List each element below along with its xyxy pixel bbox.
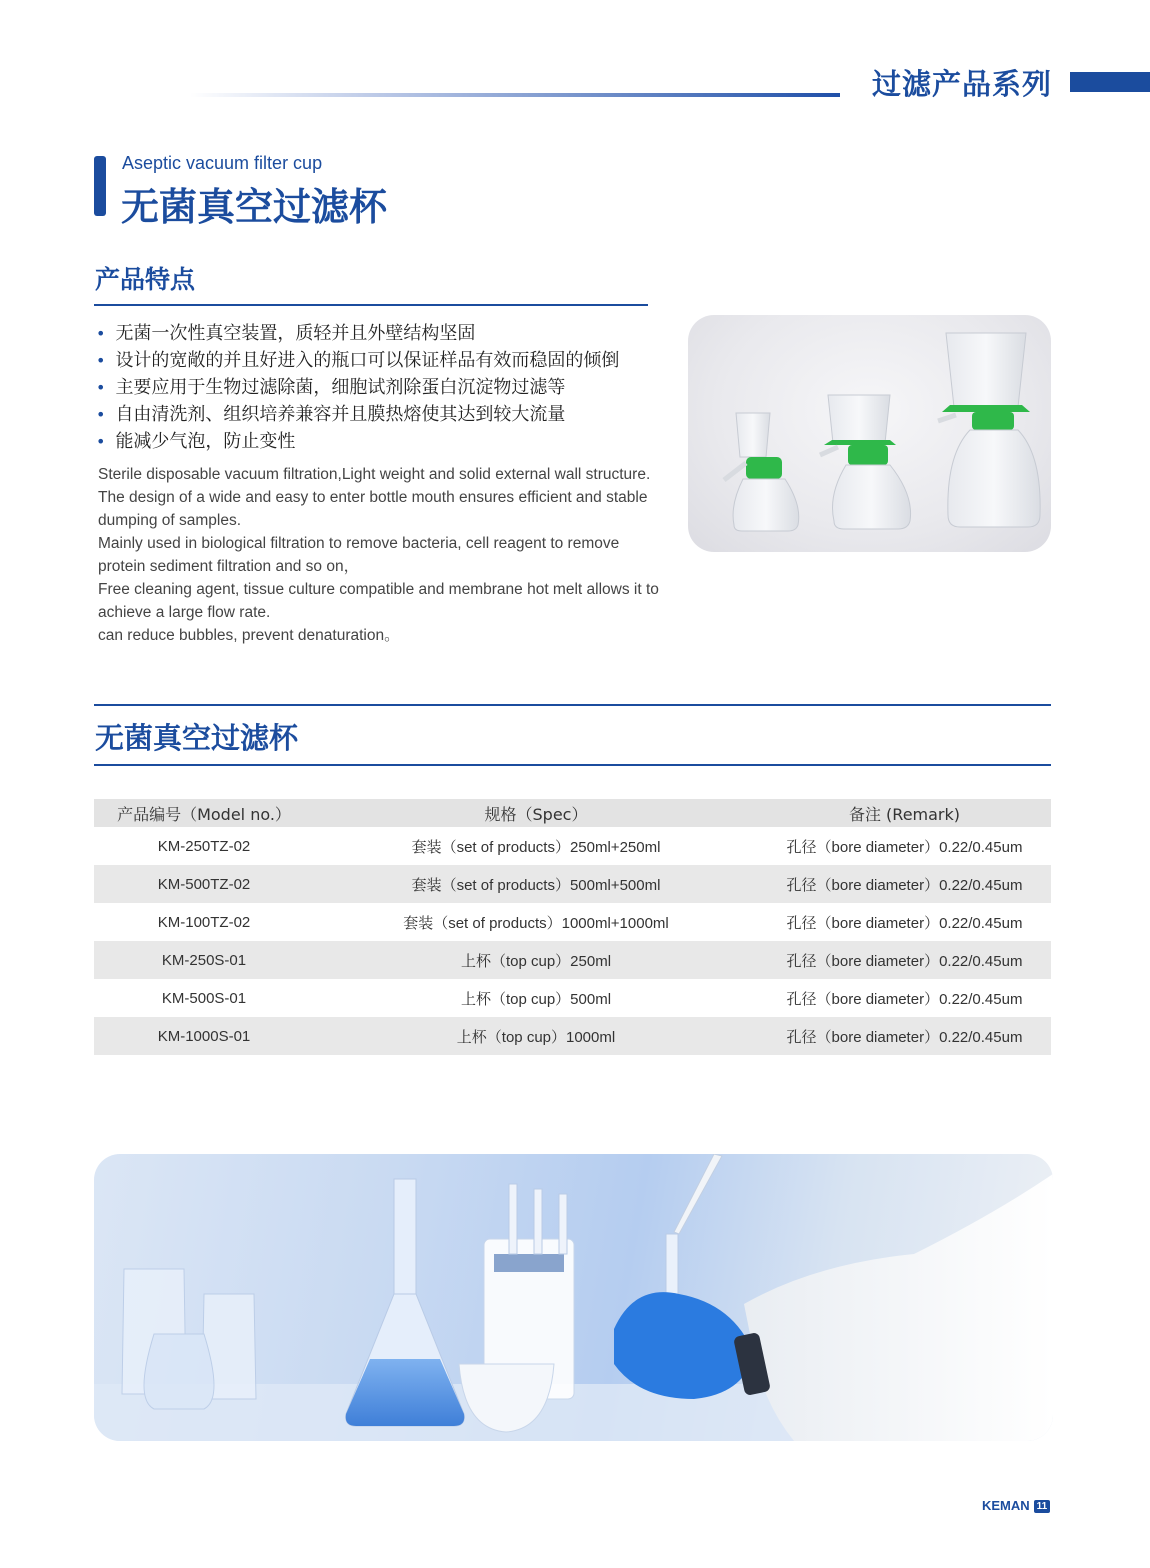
- table-section-bottom-rule: [94, 764, 1051, 766]
- features-divider: [94, 304, 648, 306]
- lab-coat: [744, 1174, 1053, 1441]
- description-line: achieve a large flow rate.: [98, 604, 271, 621]
- series-title: 过滤产品系列: [872, 67, 1053, 101]
- cell-spec: 上杯（top cup）500ml: [460, 990, 612, 1008]
- feature-text: 能减少气泡，防止变性: [115, 431, 296, 452]
- beakers-group: [122, 1269, 256, 1409]
- filter-cup-large: [938, 333, 1040, 527]
- cell-model: KM-100TZ-02: [157, 913, 251, 931]
- bullet-icon: •: [96, 378, 106, 397]
- feature-text: 自由清洗剂、组织培养兼容并且膜热熔使其达到较大流量: [115, 404, 566, 425]
- description-line: Sterile disposable vacuum filtration,Light weight and solid external wall structure.: [98, 466, 651, 483]
- cell-remark: 孔径（bore diameter）0.22/0.45um: [786, 1028, 1023, 1046]
- feature-text: 主要应用于生物过滤除菌，细胞试剂除蛋白沉淀物过滤等: [115, 377, 566, 398]
- table-row: [94, 827, 1051, 865]
- bullet-icon: •: [96, 351, 106, 370]
- table-section-top-rule: [94, 704, 1051, 706]
- feature-item: [96, 374, 619, 401]
- features-list: [96, 320, 619, 455]
- lab-scene-illustration: [94, 1154, 1053, 1441]
- description-line: The design of a wide and easy to enter bottle mouth ensures efficient and stable: [98, 489, 648, 506]
- table-row: [94, 865, 1051, 903]
- bullet-icon: •: [96, 405, 106, 424]
- erlenmeyer-flask: [346, 1179, 465, 1426]
- cell-spec: 上杯（top cup）1000ml: [456, 1028, 616, 1046]
- description-line: can reduce bubbles, prevent denaturation。: [98, 627, 400, 644]
- feature-item: [96, 347, 619, 374]
- cell-model: KM-500TZ-02: [157, 875, 251, 893]
- cell-model: KM-500S-01: [161, 989, 247, 1007]
- table-header-row: [94, 799, 1051, 827]
- column-header-remark: 备注 (Remark): [848, 804, 961, 824]
- cell-spec: 套装（set of products）250ml+250ml: [411, 838, 661, 856]
- filter-cups-illustration: [688, 315, 1051, 552]
- cell-remark: 孔径（bore diameter）0.22/0.45um: [786, 914, 1023, 932]
- cell-model: KM-250S-01: [161, 951, 247, 969]
- cell-spec: 套装（set of products）500ml+500ml: [411, 876, 661, 894]
- column-header-spec: 规格（Spec）: [484, 804, 588, 824]
- filter-cup-small: [724, 413, 799, 531]
- feature-item: [96, 320, 619, 347]
- header-gradient-line: [190, 93, 840, 97]
- cell-remark: 孔径（bore diameter）0.22/0.45um: [786, 838, 1023, 856]
- feature-text: 无菌一次性真空装置，质轻并且外壁结构坚固: [115, 323, 476, 344]
- page-number: 11: [1034, 1500, 1051, 1513]
- table-row: [94, 903, 1051, 941]
- brand-name: KEMAN: [982, 1498, 1030, 1513]
- feature-item: [96, 401, 619, 428]
- feature-text: 设计的宽敞的并且好进入的瓶口可以保证样品有效而稳固的倾倒: [115, 350, 620, 371]
- cell-spec: 上杯（top cup）250ml: [460, 952, 612, 970]
- bullet-icon: •: [96, 324, 106, 343]
- features-description-en: [98, 463, 708, 647]
- product-title-en: Aseptic vacuum filter cup: [122, 153, 323, 173]
- cell-remark: 孔径（bore diameter）0.22/0.45um: [786, 952, 1023, 970]
- footer-brand: [982, 1498, 1050, 1513]
- spec-table: [94, 799, 1051, 1055]
- filter-cup-medium: [820, 395, 911, 529]
- feature-item: [96, 428, 619, 455]
- title-accent-bar: [94, 156, 106, 216]
- features-heading: 产品特点: [95, 265, 196, 294]
- pipette: [674, 1154, 722, 1234]
- gloved-hand: [614, 1292, 754, 1399]
- description-line: Free cleaning agent, tissue culture compatible and membrane hot melt allows it to: [98, 581, 659, 598]
- header-accent-bar: [1070, 72, 1150, 92]
- cell-spec: 套装（set of products）1000ml+1000ml: [403, 914, 669, 932]
- product-title-cn: 无菌真空过滤杯: [121, 185, 388, 229]
- laboratory-photo: [94, 1154, 1053, 1441]
- table-row: [94, 979, 1051, 1017]
- bullet-icon: •: [96, 432, 106, 451]
- product-photo: [688, 315, 1051, 552]
- table-row: [94, 941, 1051, 979]
- table-row: [94, 1017, 1051, 1055]
- cell-model: KM-250TZ-02: [157, 837, 251, 855]
- cell-model: KM-1000S-01: [157, 1027, 251, 1045]
- table-section-heading: 无菌真空过滤杯: [95, 721, 299, 755]
- cell-remark: 孔径（bore diameter）0.22/0.45um: [786, 876, 1023, 894]
- cell-remark: 孔径（bore diameter）0.22/0.45um: [786, 990, 1023, 1008]
- description-line: protein sediment filtration and so on，: [98, 558, 360, 575]
- column-header-model: 产品编号（Model no.）: [117, 804, 291, 824]
- description-line: dumping of samples.: [98, 512, 242, 529]
- description-line: Mainly used in biological filtration to remove bacteria, cell reagent to remove: [98, 535, 620, 552]
